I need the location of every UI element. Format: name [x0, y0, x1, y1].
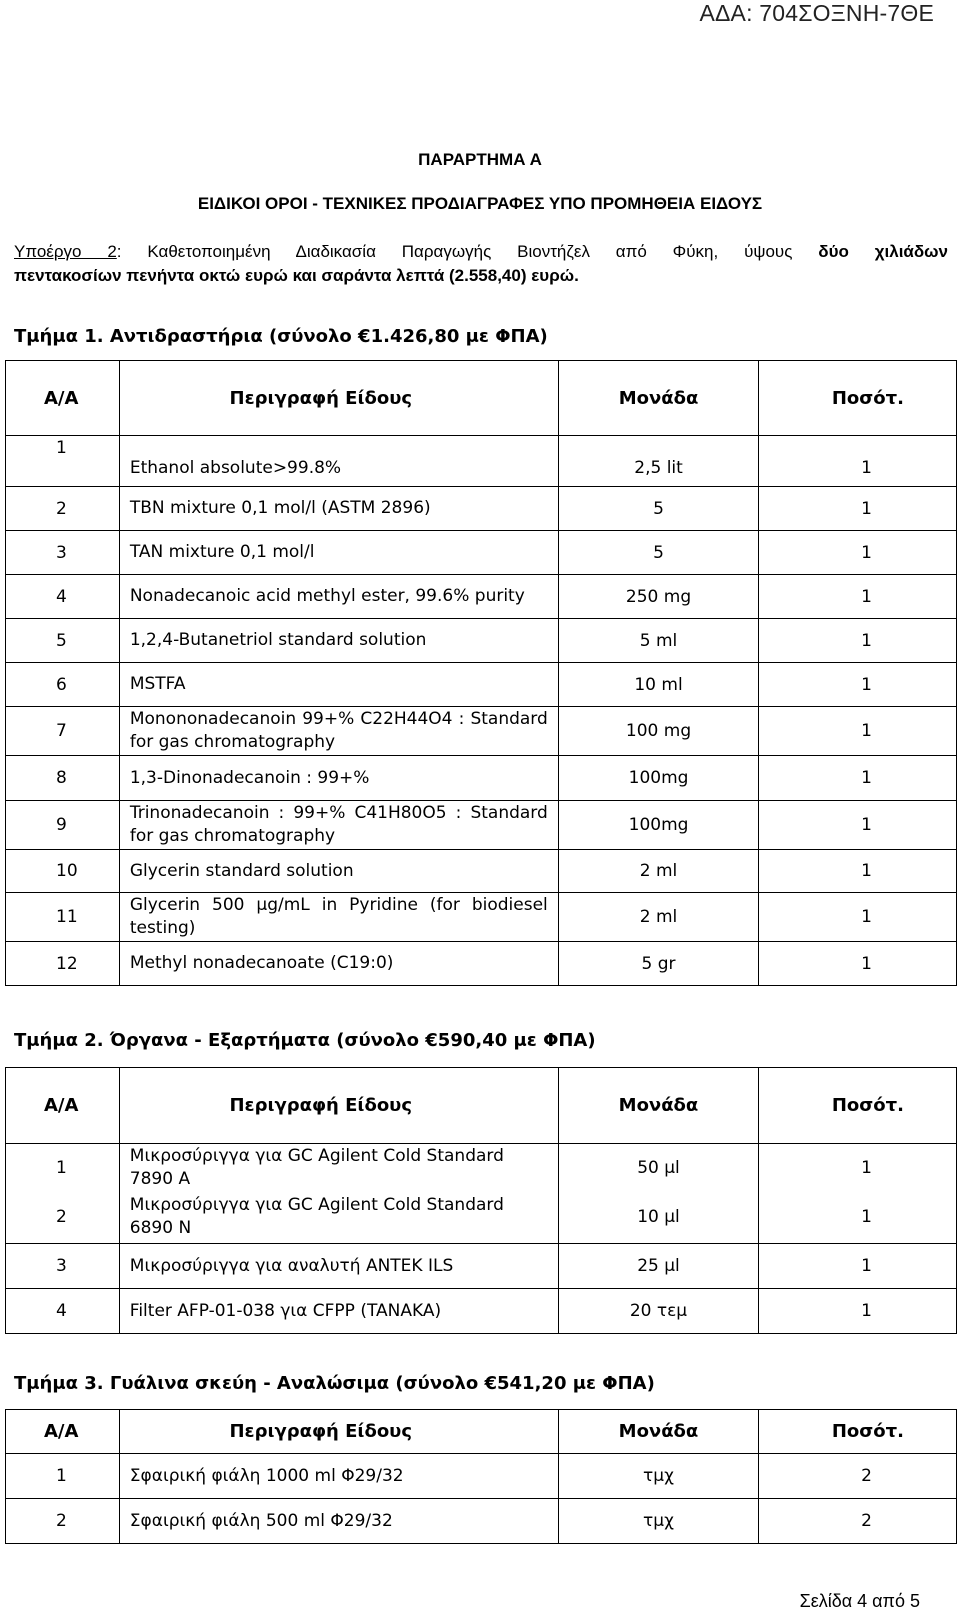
table-row: [6, 1289, 957, 1334]
row-desc: Trinonadecanoin : 99+% C41H80O5 : Standard for gas chromatography: [119, 801, 558, 850]
row-qty: 1: [759, 707, 957, 756]
row-desc: Glycerin standard solution: [119, 850, 558, 893]
section-2-title: Τμήμα 2. Όργανα - Εξαρτήματα (σύνολο €590,40 με ΦΠΑ): [14, 1030, 596, 1051]
col-aa-header: Α/Α: [6, 361, 120, 436]
row-aa: 8: [6, 756, 120, 801]
table-row: [6, 1244, 957, 1289]
row-desc: 1,2,4-Butanetriol standard solution: [119, 619, 558, 663]
table-row: [6, 575, 957, 619]
row-qty: 1: [759, 436, 957, 487]
page-number: Σελίδα 4 από 5: [799, 1591, 920, 1611]
row-aa: 2: [6, 1499, 120, 1544]
row-unit: 2 ml: [558, 850, 759, 893]
subproject-text: : Καθετοποιημένη Διαδικασία Παραγωγής Βιοντήζελ από Φύκη, ύψους: [116, 242, 819, 261]
table-row: [6, 756, 957, 801]
row-aa: 1: [6, 1454, 120, 1499]
row-aa: 1: [6, 1144, 120, 1192]
row-aa: 9: [6, 801, 120, 850]
row-aa: 3: [6, 531, 120, 575]
row-qty: 1: [759, 942, 957, 986]
row-qty: 1: [759, 1144, 957, 1192]
col-unit-header: Μονάδα: [558, 1068, 759, 1144]
row-desc: Σφαιρική φιάλη 1000 ml Φ29/32: [119, 1454, 558, 1499]
table-row: [6, 1499, 957, 1544]
row-desc: Methyl nonadecanoate (C19:0): [119, 942, 558, 986]
row-desc: 1,3-Dinonadecanoin : 99+%: [119, 756, 558, 801]
row-qty: 1: [759, 619, 957, 663]
row-aa: 11: [6, 893, 120, 942]
row-unit: 5 ml: [558, 619, 759, 663]
row-qty: 1: [759, 487, 957, 531]
col-qty-header: Ποσότ.: [759, 1410, 957, 1454]
row-desc: Glycerin 500 μg/mL in Pyridine (for biodiesel testing): [119, 893, 558, 942]
section-1-title: Τμήμα 1. Αντιδραστήρια (σύνολο €1.426,80 με ΦΠΑ): [14, 326, 548, 347]
row-aa: 4: [6, 575, 120, 619]
table-row: [6, 1192, 957, 1244]
annex-title: ΠΑΡΑΡΤΗΜΑ Α: [418, 150, 542, 169]
special-terms-title: ΕΙΔΙΚΟΙ ΟΡΟΙ - ΤΕΧΝΙΚΕΣ ΠΡΟΔΙΑΓΡΑΦΕΣ ΥΠΟ ΠΡΟΜΗΘΕΙΑ ΕΙΔΟΥΣ: [197, 194, 763, 213]
subproject-amount-words: δύο χιλιάδων: [818, 242, 948, 261]
row-qty: 1: [759, 1192, 957, 1244]
table-row: [6, 893, 957, 942]
row-aa: 2: [6, 1192, 120, 1244]
col-unit-header: Μονάδα: [558, 361, 759, 436]
subproject-label: Υποέργο 2: [14, 242, 117, 261]
subproject-line-2: πεντακοσίων πενήντα οκτώ ευρώ και σαράντα λεπτά (2.558,40) ευρώ.: [14, 266, 579, 285]
row-qty: 2: [759, 1499, 957, 1544]
row-aa: 5: [6, 619, 120, 663]
row-desc: Μικροσύριγγα για GC Agilent Cold Standard 6890 N: [119, 1192, 558, 1244]
row-qty: 1: [759, 801, 957, 850]
row-desc: Σφαιρική φιάλη 500 ml Φ29/32: [119, 1499, 558, 1544]
section-1-table: [5, 360, 957, 986]
subproject-paragraph: [14, 240, 948, 288]
row-unit: τμχ: [558, 1454, 759, 1499]
col-desc-header: Περιγραφή Είδους: [119, 361, 558, 436]
table-row: [6, 850, 957, 893]
row-unit: 5 gr: [558, 942, 759, 986]
row-desc: Filter AFP-01-038 για CFPP (TANAKA): [119, 1289, 558, 1334]
row-aa: 6: [6, 663, 120, 707]
row-aa: 7: [6, 707, 120, 756]
row-unit: 50 μl: [558, 1144, 759, 1192]
row-qty: 1: [759, 850, 957, 893]
row-desc: Nonadecanoic acid methyl ester, 99.6% purity: [119, 575, 558, 619]
table-row: [6, 487, 957, 531]
row-qty: 1: [759, 1289, 957, 1334]
subproject-line-1: [14, 240, 948, 264]
row-desc: Monononadecanoin 99+% C22H44O4 : Standard for gas chromatography: [119, 707, 558, 756]
row-aa: 3: [6, 1244, 120, 1289]
row-unit: 2 ml: [558, 893, 759, 942]
section-3-title: Τμήμα 3. Γυάλινα σκεύη - Αναλώσιμα (σύνολο €541,20 με ΦΠΑ): [14, 1373, 655, 1394]
row-qty: 1: [759, 756, 957, 801]
table-row: [6, 801, 957, 850]
table-row: [6, 707, 957, 756]
table-row: [6, 531, 957, 575]
row-qty: 1: [759, 1244, 957, 1289]
table-header-row: [6, 361, 957, 436]
row-qty: 1: [759, 663, 957, 707]
row-qty: 1: [759, 893, 957, 942]
row-qty: 2: [759, 1454, 957, 1499]
row-qty: 1: [759, 575, 957, 619]
col-desc-header: Περιγραφή Είδους: [119, 1410, 558, 1454]
row-unit: 250 mg: [558, 575, 759, 619]
row-aa: 1: [6, 436, 120, 487]
row-unit: 20 τεμ: [558, 1289, 759, 1334]
table-row: [6, 1144, 957, 1192]
col-desc-header: Περιγραφή Είδους: [119, 1068, 558, 1144]
row-desc: Μικροσύριγγα για GC Agilent Cold Standard 7890 A: [119, 1144, 558, 1192]
row-aa: 2: [6, 487, 120, 531]
row-desc: MSTFA: [119, 663, 558, 707]
table-header-row: [6, 1410, 957, 1454]
table-row: [6, 436, 957, 487]
col-qty-header: Ποσότ.: [759, 361, 957, 436]
table-header-row: [6, 1068, 957, 1144]
row-aa: 12: [6, 942, 120, 986]
ada-code: ΑΔΑ: 704ΣΟΞΝΗ-7ΘΕ: [699, 0, 934, 26]
row-unit: 25 μl: [558, 1244, 759, 1289]
row-unit: 5: [558, 531, 759, 575]
row-qty: 1: [759, 531, 957, 575]
row-unit: 5: [558, 487, 759, 531]
col-aa-header: Α/Α: [6, 1068, 120, 1144]
row-desc: Μικροσύριγγα για αναλυτή ANTEK ILS: [119, 1244, 558, 1289]
table-row: [6, 619, 957, 663]
section-2-table: [5, 1067, 957, 1334]
row-unit: τμχ: [558, 1499, 759, 1544]
row-aa: 4: [6, 1289, 120, 1334]
row-desc: TAN mixture 0,1 mol/l: [119, 531, 558, 575]
row-unit: 100mg: [558, 801, 759, 850]
row-unit: 10 μl: [558, 1192, 759, 1244]
row-desc: TBN mixture 0,1 mol/l (ASTM 2896): [119, 487, 558, 531]
row-aa: 10: [6, 850, 120, 893]
col-aa-header: Α/Α: [6, 1410, 120, 1454]
row-desc: Ethanol absolute>99.8%: [119, 436, 558, 487]
section-3-table: [5, 1409, 957, 1544]
col-unit-header: Μονάδα: [558, 1410, 759, 1454]
row-unit: 100mg: [558, 756, 759, 801]
table-row: [6, 1454, 957, 1499]
col-qty-header: Ποσότ.: [759, 1068, 957, 1144]
row-unit: 2,5 lit: [558, 436, 759, 487]
row-unit: 10 ml: [558, 663, 759, 707]
table-row: [6, 663, 957, 707]
row-unit: 100 mg: [558, 707, 759, 756]
table-row: [6, 942, 957, 986]
